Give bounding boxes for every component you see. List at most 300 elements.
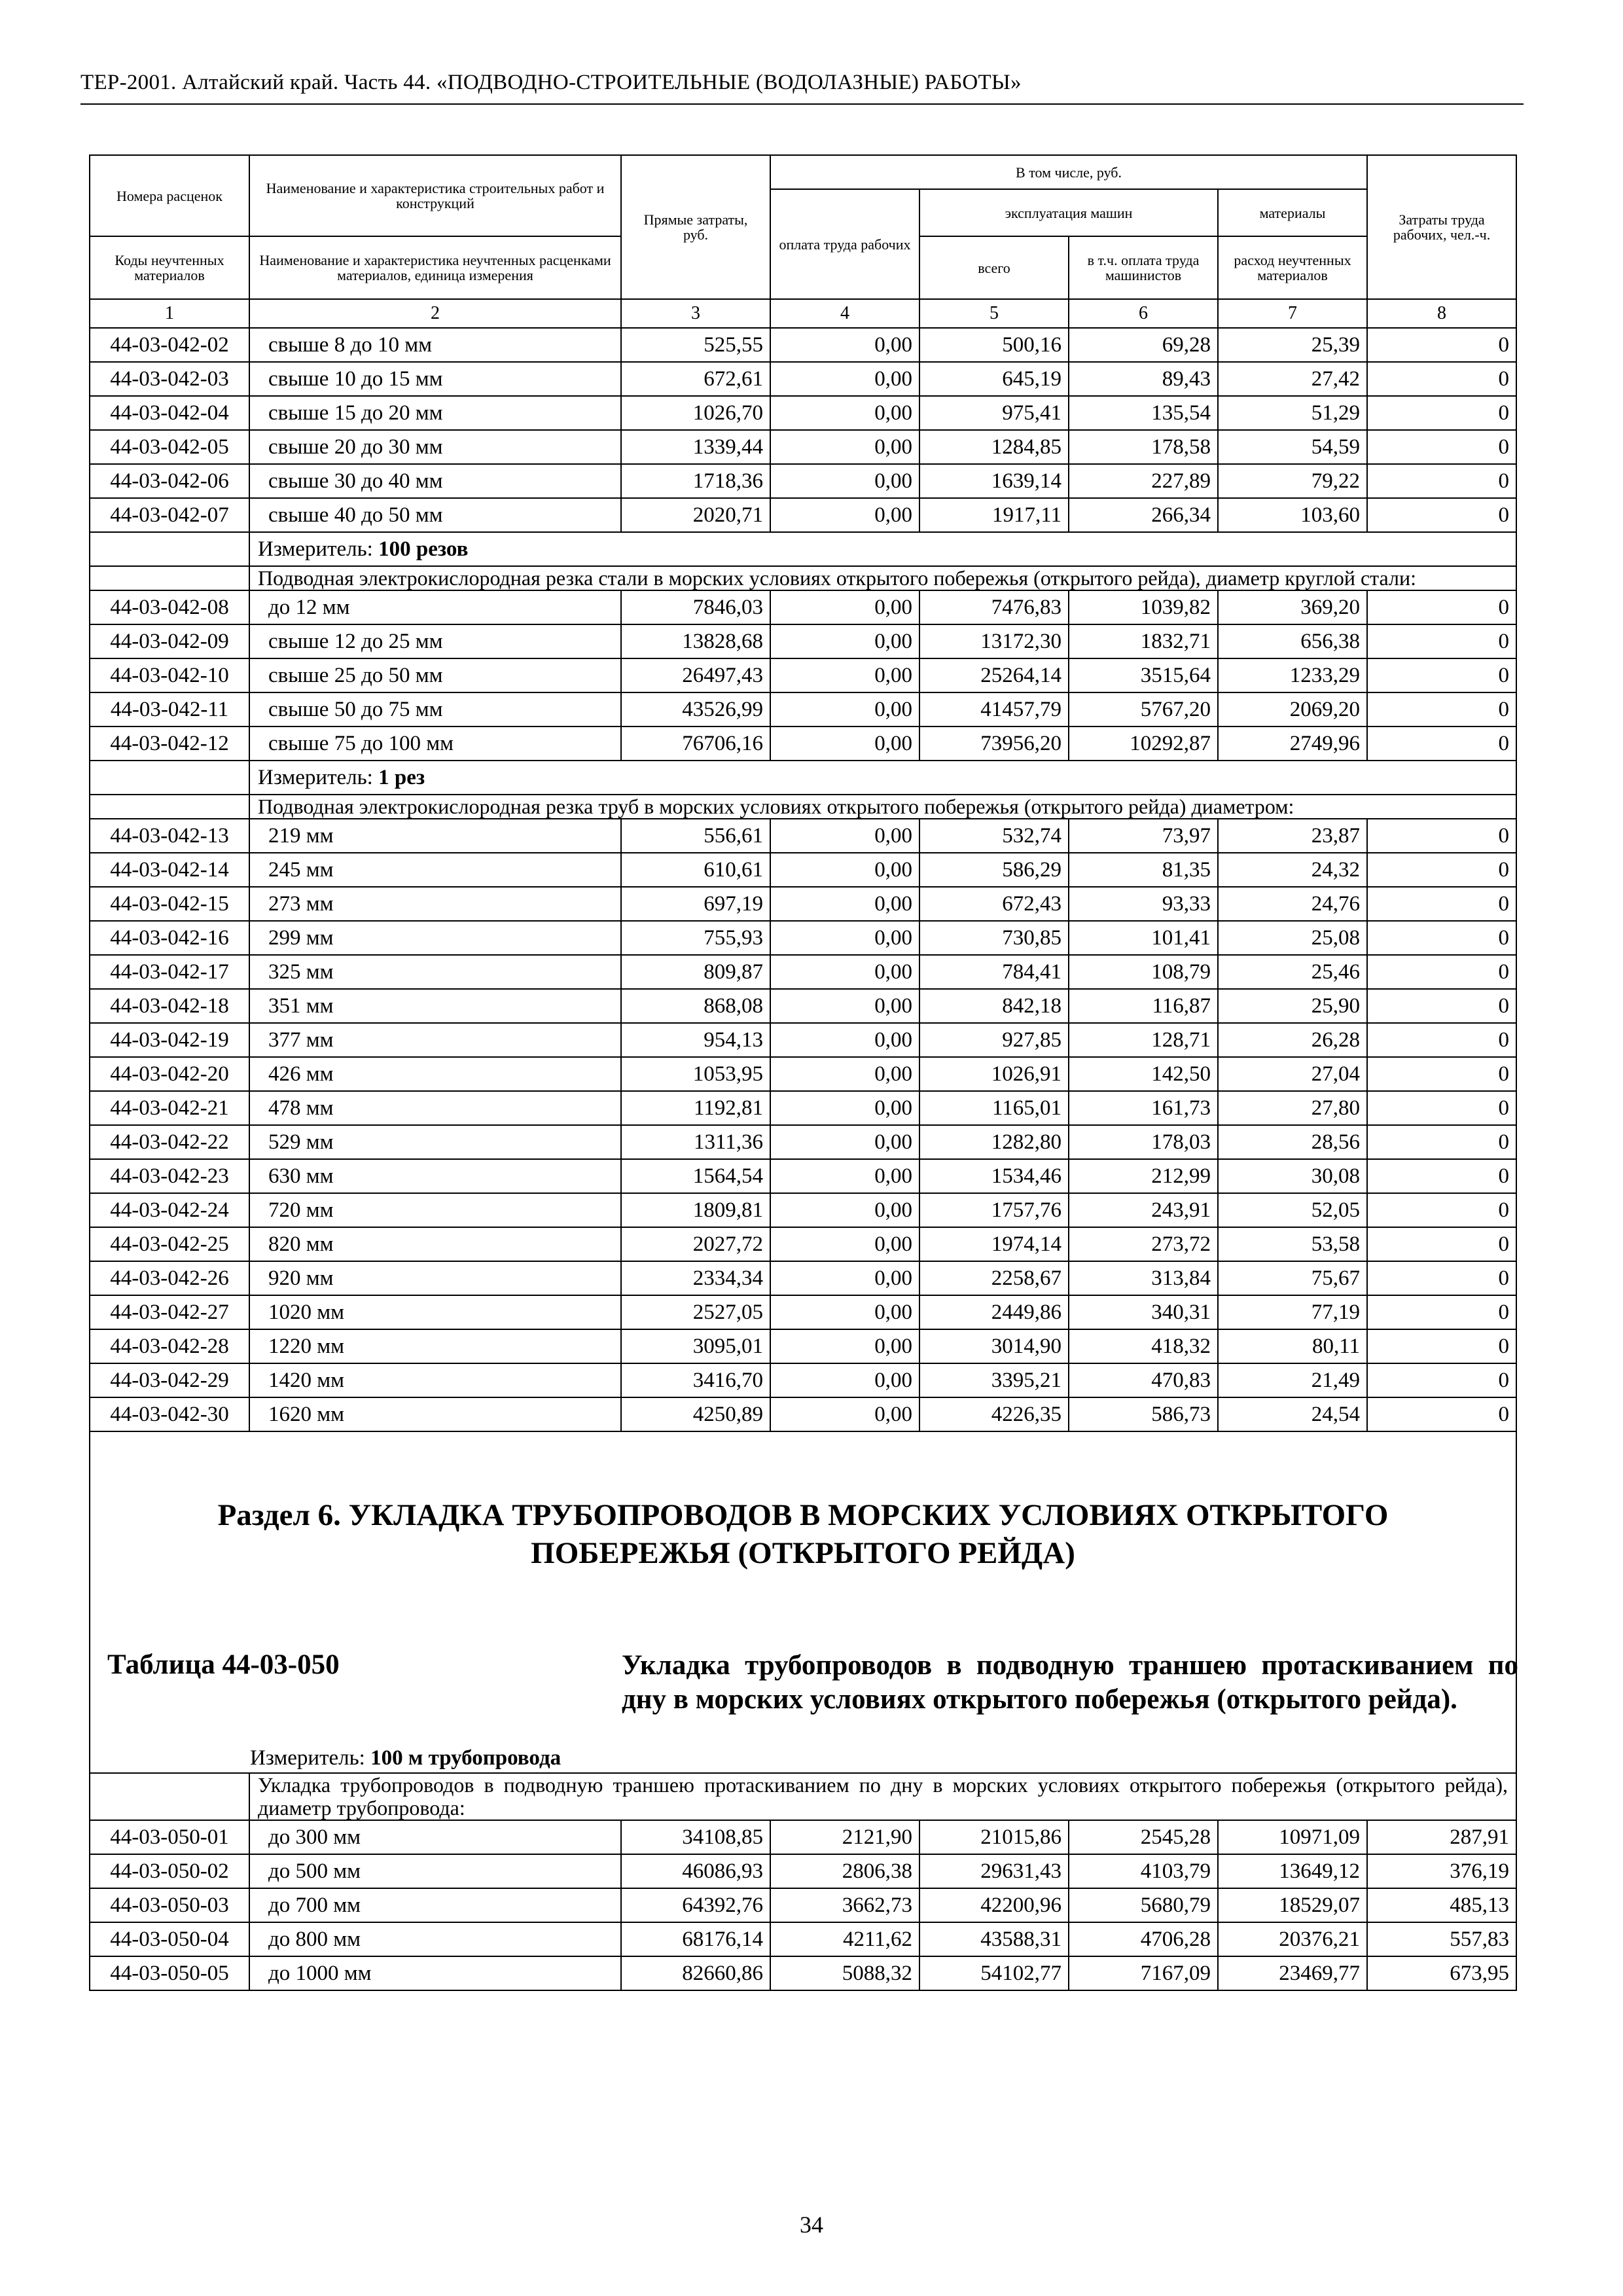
- direct-costs-cell: 1718,36: [621, 464, 770, 498]
- machines-labor-cell: 142,50: [1069, 1057, 1218, 1091]
- rate-code: 44-03-042-22: [90, 1125, 249, 1159]
- materials-cell: 25,46: [1218, 955, 1367, 989]
- machines-total-cell: 73956,20: [919, 726, 1069, 761]
- labor-payment-cell: 0,00: [770, 853, 919, 887]
- materials-cell: 26,28: [1218, 1023, 1367, 1057]
- machines-labor-cell: 418,32: [1069, 1329, 1218, 1363]
- group-title: Подводная электрокислородная резка стали в морских условиях открытого побережья (открытого рейда), диаметр круглой стали:: [249, 566, 1516, 590]
- group-title-row: [90, 795, 1516, 819]
- work-name: свыше 8 до 10 мм: [249, 328, 621, 362]
- labor-costs-cell: 485,13: [1367, 1888, 1516, 1922]
- machines-total-cell: 1534,46: [919, 1159, 1069, 1193]
- direct-costs-cell: 2020,71: [621, 498, 770, 532]
- machines-labor-cell: 89,43: [1069, 362, 1218, 396]
- direct-costs-cell: 1192,81: [621, 1091, 770, 1125]
- materials-cell: 24,32: [1218, 853, 1367, 887]
- labor-costs-cell: 0: [1367, 624, 1516, 658]
- header-name-bottom: Наименование и характеристика неучтенных расценками материалов, единица измерения: [249, 236, 621, 299]
- machines-labor-cell: 135,54: [1069, 396, 1218, 430]
- machines-labor-cell: 212,99: [1069, 1159, 1218, 1193]
- measure-text: [249, 761, 1516, 795]
- materials-cell: 80,11: [1218, 1329, 1367, 1363]
- work-name: свыше 12 до 25 мм: [249, 624, 621, 658]
- labor-payment-cell: 0,00: [770, 1023, 919, 1057]
- work-name: до 500 мм: [249, 1854, 621, 1888]
- machines-total-cell: 645,19: [919, 362, 1069, 396]
- materials-cell: 27,04: [1218, 1057, 1367, 1091]
- work-name: 478 мм: [249, 1091, 621, 1125]
- machines-labor-cell: 5680,79: [1069, 1888, 1218, 1922]
- machines-labor-cell: 1832,71: [1069, 624, 1218, 658]
- table-row: [90, 362, 1516, 396]
- materials-cell: 51,29: [1218, 396, 1367, 430]
- work-name: 426 мм: [249, 1057, 621, 1091]
- work-name: свыше 20 до 30 мм: [249, 430, 621, 464]
- machines-total-cell: 1917,11: [919, 498, 1069, 532]
- measure-row: [90, 532, 1516, 566]
- group-title: Подводная электрокислородная резка труб в морских условиях открытого побережья (открытого рейда) диаметром:: [249, 795, 1516, 819]
- labor-costs-cell: 0: [1367, 362, 1516, 396]
- machines-total-cell: 1757,76: [919, 1193, 1069, 1227]
- measure-value: 100 резов: [378, 537, 469, 561]
- materials-cell: 27,80: [1218, 1091, 1367, 1125]
- rate-code: 44-03-042-27: [90, 1295, 249, 1329]
- table-row: [90, 396, 1516, 430]
- labor-costs-cell: 0: [1367, 328, 1516, 362]
- price-table: [89, 154, 1517, 1991]
- rate-code: 44-03-042-09: [90, 624, 249, 658]
- rate-code: 44-03-042-21: [90, 1091, 249, 1125]
- machines-labor-cell: 340,31: [1069, 1295, 1218, 1329]
- group-steel-cutting-sea: [90, 532, 1516, 590]
- labor-payment-cell: 0,00: [770, 328, 919, 362]
- labor-costs-cell: 0: [1367, 498, 1516, 532]
- machines-labor-cell: 161,73: [1069, 1091, 1218, 1125]
- machines-total-cell: 1282,80: [919, 1125, 1069, 1159]
- labor-payment-cell: 0,00: [770, 955, 919, 989]
- rate-code: 44-03-042-04: [90, 396, 249, 430]
- work-name: свыше 40 до 50 мм: [249, 498, 621, 532]
- direct-costs-cell: 1809,81: [621, 1193, 770, 1227]
- materials-cell: 656,38: [1218, 624, 1367, 658]
- materials-cell: 23469,77: [1218, 1956, 1367, 1990]
- work-name: 1420 мм: [249, 1363, 621, 1397]
- machines-total-cell: 42200,96: [919, 1888, 1069, 1922]
- labor-costs-cell: 0: [1367, 658, 1516, 692]
- work-name: 1020 мм: [249, 1295, 621, 1329]
- labor-costs-cell: 0: [1367, 1159, 1516, 1193]
- rate-code: 44-03-042-03: [90, 362, 249, 396]
- machines-labor-cell: 128,71: [1069, 1023, 1218, 1057]
- labor-costs-cell: 0: [1367, 819, 1516, 853]
- direct-costs-cell: 755,93: [621, 921, 770, 955]
- header-materials-unaccounted: расход неучтенных материалов: [1218, 236, 1367, 299]
- work-name: 299 мм: [249, 921, 621, 955]
- work-name: до 800 мм: [249, 1922, 621, 1956]
- rate-code: 44-03-042-24: [90, 1193, 249, 1227]
- group-steel-cutting-rows: [90, 328, 1516, 532]
- work-name: 920 мм: [249, 1261, 621, 1295]
- materials-cell: 10971,09: [1218, 1820, 1367, 1854]
- materials-cell: 18529,07: [1218, 1888, 1367, 1922]
- labor-costs-cell: 0: [1367, 887, 1516, 921]
- column-number: 1: [90, 299, 249, 328]
- direct-costs-cell: 2527,05: [621, 1295, 770, 1329]
- labor-costs-cell: 0: [1367, 692, 1516, 726]
- rate-code: 44-03-050-03: [90, 1888, 249, 1922]
- direct-costs-cell: 1339,44: [621, 430, 770, 464]
- machines-labor-cell: 470,83: [1069, 1363, 1218, 1397]
- header-codes-top: Номера расценок: [90, 155, 249, 236]
- machines-labor-cell: 5767,20: [1069, 692, 1218, 726]
- rate-code: 44-03-042-30: [90, 1397, 249, 1431]
- work-name: свыше 15 до 20 мм: [249, 396, 621, 430]
- labor-payment-cell: 2121,90: [770, 1820, 919, 1854]
- header-machines: эксплуатация машин: [919, 189, 1218, 236]
- labor-payment-cell: 0,00: [770, 430, 919, 464]
- machines-total-cell: 1639,14: [919, 464, 1069, 498]
- labor-costs-cell: 0: [1367, 1295, 1516, 1329]
- machines-labor-cell: 73,97: [1069, 819, 1218, 853]
- work-name: 630 мм: [249, 1159, 621, 1193]
- materials-cell: 25,08: [1218, 921, 1367, 955]
- materials-cell: 24,76: [1218, 887, 1367, 921]
- group-pipeline-laying-rows: [90, 1820, 1516, 1990]
- work-name: 245 мм: [249, 853, 621, 887]
- labor-costs-cell: 0: [1367, 1125, 1516, 1159]
- materials-cell: 53,58: [1218, 1227, 1367, 1261]
- materials-cell: 77,19: [1218, 1295, 1367, 1329]
- group-title-row: [90, 1773, 1516, 1820]
- rate-code: 44-03-042-11: [90, 692, 249, 726]
- machines-labor-cell: 1039,82: [1069, 590, 1218, 624]
- table-row: [90, 430, 1516, 464]
- section-block: [90, 1431, 1516, 1773]
- machines-labor-cell: 101,41: [1069, 921, 1218, 955]
- table-row: [90, 1854, 1516, 1888]
- machines-labor-cell: 116,87: [1069, 989, 1218, 1023]
- direct-costs-cell: 82660,86: [621, 1956, 770, 1990]
- section-title-line: ПОБЕРЕЖЬЯ (ОТКРЫТОГО РЕЙДА): [531, 1536, 1075, 1570]
- materials-cell: 2069,20: [1218, 692, 1367, 726]
- rate-code: 44-03-050-05: [90, 1956, 249, 1990]
- work-name: свыше 30 до 40 мм: [249, 464, 621, 498]
- direct-costs-cell: 3416,70: [621, 1363, 770, 1397]
- table-row: [90, 1295, 1516, 1329]
- labor-costs-cell: 0: [1367, 1227, 1516, 1261]
- table-description: Укладка трубопроводов в подводную траншею протаскиванием по дну в морских условиях открытого побережья (открытого рейда).: [622, 1650, 1518, 1715]
- column-number: 6: [1069, 299, 1218, 328]
- labor-payment-cell: 5088,32: [770, 1956, 919, 1990]
- labor-payment-cell: 0,00: [770, 819, 919, 853]
- labor-costs-cell: 0: [1367, 1397, 1516, 1431]
- rate-code: 44-03-042-07: [90, 498, 249, 532]
- machines-total-cell: 975,41: [919, 396, 1069, 430]
- work-name: 820 мм: [249, 1227, 621, 1261]
- labor-payment-cell: 0,00: [770, 726, 919, 761]
- labor-payment-cell: 0,00: [770, 1057, 919, 1091]
- machines-total-cell: 532,74: [919, 819, 1069, 853]
- machines-total-cell: 1974,14: [919, 1227, 1069, 1261]
- table-row: [90, 1261, 1516, 1295]
- direct-costs-cell: 610,61: [621, 853, 770, 887]
- materials-cell: 79,22: [1218, 464, 1367, 498]
- materials-cell: 30,08: [1218, 1159, 1367, 1193]
- work-name: 1220 мм: [249, 1329, 621, 1363]
- machines-labor-cell: 108,79: [1069, 955, 1218, 989]
- table-row: [90, 1397, 1516, 1431]
- work-name: до 12 мм: [249, 590, 621, 624]
- column-numbers-row: [90, 299, 1516, 328]
- column-number: 8: [1367, 299, 1516, 328]
- materials-cell: 2749,96: [1218, 726, 1367, 761]
- labor-payment-cell: 0,00: [770, 1363, 919, 1397]
- machines-total-cell: 2258,67: [919, 1261, 1069, 1295]
- table-row: [90, 726, 1516, 761]
- machines-labor-cell: 4706,28: [1069, 1922, 1218, 1956]
- machines-total-cell: 500,16: [919, 328, 1069, 362]
- rate-code: 44-03-042-23: [90, 1159, 249, 1193]
- labor-payment-cell: 0,00: [770, 1193, 919, 1227]
- rate-code: 44-03-042-17: [90, 955, 249, 989]
- rate-code: 44-03-042-10: [90, 658, 249, 692]
- work-name: 325 мм: [249, 955, 621, 989]
- materials-cell: 13649,12: [1218, 1854, 1367, 1888]
- labor-payment-cell: 0,00: [770, 692, 919, 726]
- rate-code: 44-03-042-19: [90, 1023, 249, 1057]
- labor-costs-cell: 0: [1367, 1091, 1516, 1125]
- rate-code: 44-03-042-29: [90, 1363, 249, 1397]
- work-name: до 700 мм: [249, 1888, 621, 1922]
- materials-cell: 21,49: [1218, 1363, 1367, 1397]
- work-name: свыше 25 до 50 мм: [249, 658, 621, 692]
- header-materials: материалы: [1218, 189, 1367, 236]
- rate-code: 44-03-050-02: [90, 1854, 249, 1888]
- machines-labor-cell: 178,58: [1069, 430, 1218, 464]
- labor-payment-cell: 0,00: [770, 1329, 919, 1363]
- labor-payment-cell: 0,00: [770, 590, 919, 624]
- rate-code: 44-03-042-14: [90, 853, 249, 887]
- section-title-line: Раздел 6. УКЛАДКА ТРУБОПРОВОДОВ В МОРСКИХ УСЛОВИЯХ ОТКРЫТОГО: [217, 1498, 1389, 1532]
- table-row: [90, 989, 1516, 1023]
- materials-cell: 25,39: [1218, 328, 1367, 362]
- group-steel-cutting-sea-rows: [90, 590, 1516, 761]
- machines-labor-cell: 10292,87: [1069, 726, 1218, 761]
- rate-code: 44-03-042-12: [90, 726, 249, 761]
- machines-total-cell: 4226,35: [919, 1397, 1069, 1431]
- machines-labor-cell: 178,03: [1069, 1125, 1218, 1159]
- machines-total-cell: 25264,14: [919, 658, 1069, 692]
- header-rule: [80, 103, 1524, 105]
- table-row: [90, 1159, 1516, 1193]
- machines-labor-cell: 227,89: [1069, 464, 1218, 498]
- work-name: 720 мм: [249, 1193, 621, 1227]
- table-row: [90, 464, 1516, 498]
- direct-costs-cell: 1564,54: [621, 1159, 770, 1193]
- machines-labor-cell: 243,91: [1069, 1193, 1218, 1227]
- table-row: [90, 887, 1516, 921]
- rate-code: 44-03-042-06: [90, 464, 249, 498]
- direct-costs-cell: 525,55: [621, 328, 770, 362]
- machines-labor-cell: 69,28: [1069, 328, 1218, 362]
- machines-total-cell: 43588,31: [919, 1922, 1069, 1956]
- labor-costs-cell: 0: [1367, 1261, 1516, 1295]
- table-row: [90, 955, 1516, 989]
- labor-costs-cell: 376,19: [1367, 1854, 1516, 1888]
- rate-code: 44-03-042-13: [90, 819, 249, 853]
- labor-payment-cell: 3662,73: [770, 1888, 919, 1922]
- labor-payment-cell: 0,00: [770, 989, 919, 1023]
- machines-total-cell: 3395,21: [919, 1363, 1069, 1397]
- header-direct-costs: Прямые затраты, руб.: [621, 155, 770, 299]
- direct-costs-cell: 26497,43: [621, 658, 770, 692]
- table-row: [90, 1956, 1516, 1990]
- machines-labor-cell: 586,73: [1069, 1397, 1218, 1431]
- header-machines-total: всего: [919, 236, 1069, 299]
- materials-cell: 23,87: [1218, 819, 1367, 853]
- labor-payment-cell: 0,00: [770, 396, 919, 430]
- table-row: [90, 1193, 1516, 1227]
- machines-total-cell: 41457,79: [919, 692, 1069, 726]
- rate-code: 44-03-050-01: [90, 1820, 249, 1854]
- materials-cell: 27,42: [1218, 362, 1367, 396]
- machines-total-cell: 730,85: [919, 921, 1069, 955]
- table-row: [90, 498, 1516, 532]
- measure-value: 1 рез: [378, 765, 425, 789]
- measure-label: Измеритель:: [250, 1746, 371, 1770]
- group-title: Укладка трубопроводов в подводную траншею протаскиванием по дну в морских условиях открытого побережья (открытого рейда), диаметр трубопровода:: [249, 1773, 1516, 1820]
- labor-payment-cell: 0,00: [770, 362, 919, 396]
- direct-costs-cell: 672,61: [621, 362, 770, 396]
- work-name: 273 мм: [249, 887, 621, 921]
- table-head: [90, 155, 1516, 328]
- labor-costs-cell: 0: [1367, 989, 1516, 1023]
- table-row: [90, 1820, 1516, 1854]
- machines-total-cell: 3014,90: [919, 1329, 1069, 1363]
- machines-total-cell: 784,41: [919, 955, 1069, 989]
- table-row: [90, 1329, 1516, 1363]
- table-row: [90, 1125, 1516, 1159]
- materials-cell: 28,56: [1218, 1125, 1367, 1159]
- labor-payment-cell: 0,00: [770, 1295, 919, 1329]
- labor-payment-cell: 2806,38: [770, 1854, 919, 1888]
- direct-costs-cell: 3095,01: [621, 1329, 770, 1363]
- direct-costs-cell: 7846,03: [621, 590, 770, 624]
- table-row: [90, 692, 1516, 726]
- work-name: свыше 50 до 75 мм: [249, 692, 621, 726]
- labor-payment-cell: 0,00: [770, 624, 919, 658]
- work-name: до 300 мм: [249, 1820, 621, 1854]
- table-row: [90, 1227, 1516, 1261]
- direct-costs-cell: 1026,70: [621, 396, 770, 430]
- labor-payment-cell: 0,00: [770, 921, 919, 955]
- machines-labor-cell: 4103,79: [1069, 1854, 1218, 1888]
- running-header: ТЕР-2001. Алтайский край. Часть 44. «ПОДВОДНО-СТРОИТЕЛЬНЫЕ (ВОДОЛАЗНЫЕ) РАБОТЫ»: [80, 71, 1022, 94]
- direct-costs-cell: 954,13: [621, 1023, 770, 1057]
- labor-costs-cell: 0: [1367, 464, 1516, 498]
- machines-labor-cell: 3515,64: [1069, 658, 1218, 692]
- header-machines-labor: в т.ч. оплата труда машинистов: [1069, 236, 1218, 299]
- work-name: 219 мм: [249, 819, 621, 853]
- materials-cell: 24,54: [1218, 1397, 1367, 1431]
- table-row: [90, 819, 1516, 853]
- machines-labor-cell: 273,72: [1069, 1227, 1218, 1261]
- direct-costs-cell: 4250,89: [621, 1397, 770, 1431]
- table-row: [90, 1023, 1516, 1057]
- direct-costs-cell: 34108,85: [621, 1820, 770, 1854]
- machines-labor-cell: 313,84: [1069, 1261, 1218, 1295]
- measure-label: Измеритель:: [258, 765, 379, 789]
- direct-costs-cell: 556,61: [621, 819, 770, 853]
- header-labor: оплата труда рабочих: [770, 189, 919, 299]
- rate-code: 44-03-050-04: [90, 1922, 249, 1956]
- rate-code: 44-03-042-25: [90, 1227, 249, 1261]
- work-name: до 1000 мм: [249, 1956, 621, 1990]
- labor-costs-cell: 0: [1367, 1057, 1516, 1091]
- machines-total-cell: 586,29: [919, 853, 1069, 887]
- table-row: [90, 1922, 1516, 1956]
- table-row: [90, 921, 1516, 955]
- machines-total-cell: 21015,86: [919, 1820, 1069, 1854]
- table-row: [90, 1888, 1516, 1922]
- direct-costs-cell: 46086,93: [621, 1854, 770, 1888]
- work-name: 529 мм: [249, 1125, 621, 1159]
- direct-costs-cell: 697,19: [621, 887, 770, 921]
- labor-payment-cell: 0,00: [770, 498, 919, 532]
- labor-payment-cell: 0,00: [770, 464, 919, 498]
- labor-payment-cell: 0,00: [770, 1159, 919, 1193]
- table-row: [90, 590, 1516, 624]
- labor-costs-cell: 0: [1367, 1363, 1516, 1397]
- labor-costs-cell: 0: [1367, 1193, 1516, 1227]
- machines-labor-cell: 81,35: [1069, 853, 1218, 887]
- labor-payment-cell: 0,00: [770, 658, 919, 692]
- rate-code: 44-03-042-05: [90, 430, 249, 464]
- rate-code: 44-03-042-16: [90, 921, 249, 955]
- machines-total-cell: 1165,01: [919, 1091, 1069, 1125]
- measure-label: Измеритель:: [258, 537, 379, 561]
- direct-costs-cell: 809,87: [621, 955, 770, 989]
- work-name: 1620 мм: [249, 1397, 621, 1431]
- labor-payment-cell: 0,00: [770, 1397, 919, 1431]
- labor-costs-cell: 0: [1367, 1023, 1516, 1057]
- machines-total-cell: 1284,85: [919, 430, 1069, 464]
- materials-cell: 52,05: [1218, 1193, 1367, 1227]
- materials-cell: 369,20: [1218, 590, 1367, 624]
- machines-total-cell: 13172,30: [919, 624, 1069, 658]
- measure-row: [90, 761, 1516, 795]
- labor-costs-cell: 0: [1367, 1329, 1516, 1363]
- rate-code: 44-03-042-18: [90, 989, 249, 1023]
- labor-payment-cell: 0,00: [770, 1091, 919, 1125]
- labor-costs-cell: 0: [1367, 955, 1516, 989]
- section-6: [90, 1431, 1516, 1820]
- machines-total-cell: 672,43: [919, 887, 1069, 921]
- table-label: Таблица 44-03-050: [107, 1649, 340, 1680]
- header-including: В том числе, руб.: [770, 155, 1367, 189]
- direct-costs-cell: 2334,34: [621, 1261, 770, 1295]
- header-codes-bottom: Коды неучтенных материалов: [90, 236, 249, 299]
- labor-payment-cell: 0,00: [770, 1261, 919, 1295]
- materials-cell: 1233,29: [1218, 658, 1367, 692]
- labor-costs-cell: 0: [1367, 921, 1516, 955]
- labor-costs-cell: 557,83: [1367, 1922, 1516, 1956]
- rate-code: 44-03-042-02: [90, 328, 249, 362]
- materials-cell: 75,67: [1218, 1261, 1367, 1295]
- column-number: 3: [621, 299, 770, 328]
- column-number: 7: [1218, 299, 1367, 328]
- labor-payment-cell: 0,00: [770, 887, 919, 921]
